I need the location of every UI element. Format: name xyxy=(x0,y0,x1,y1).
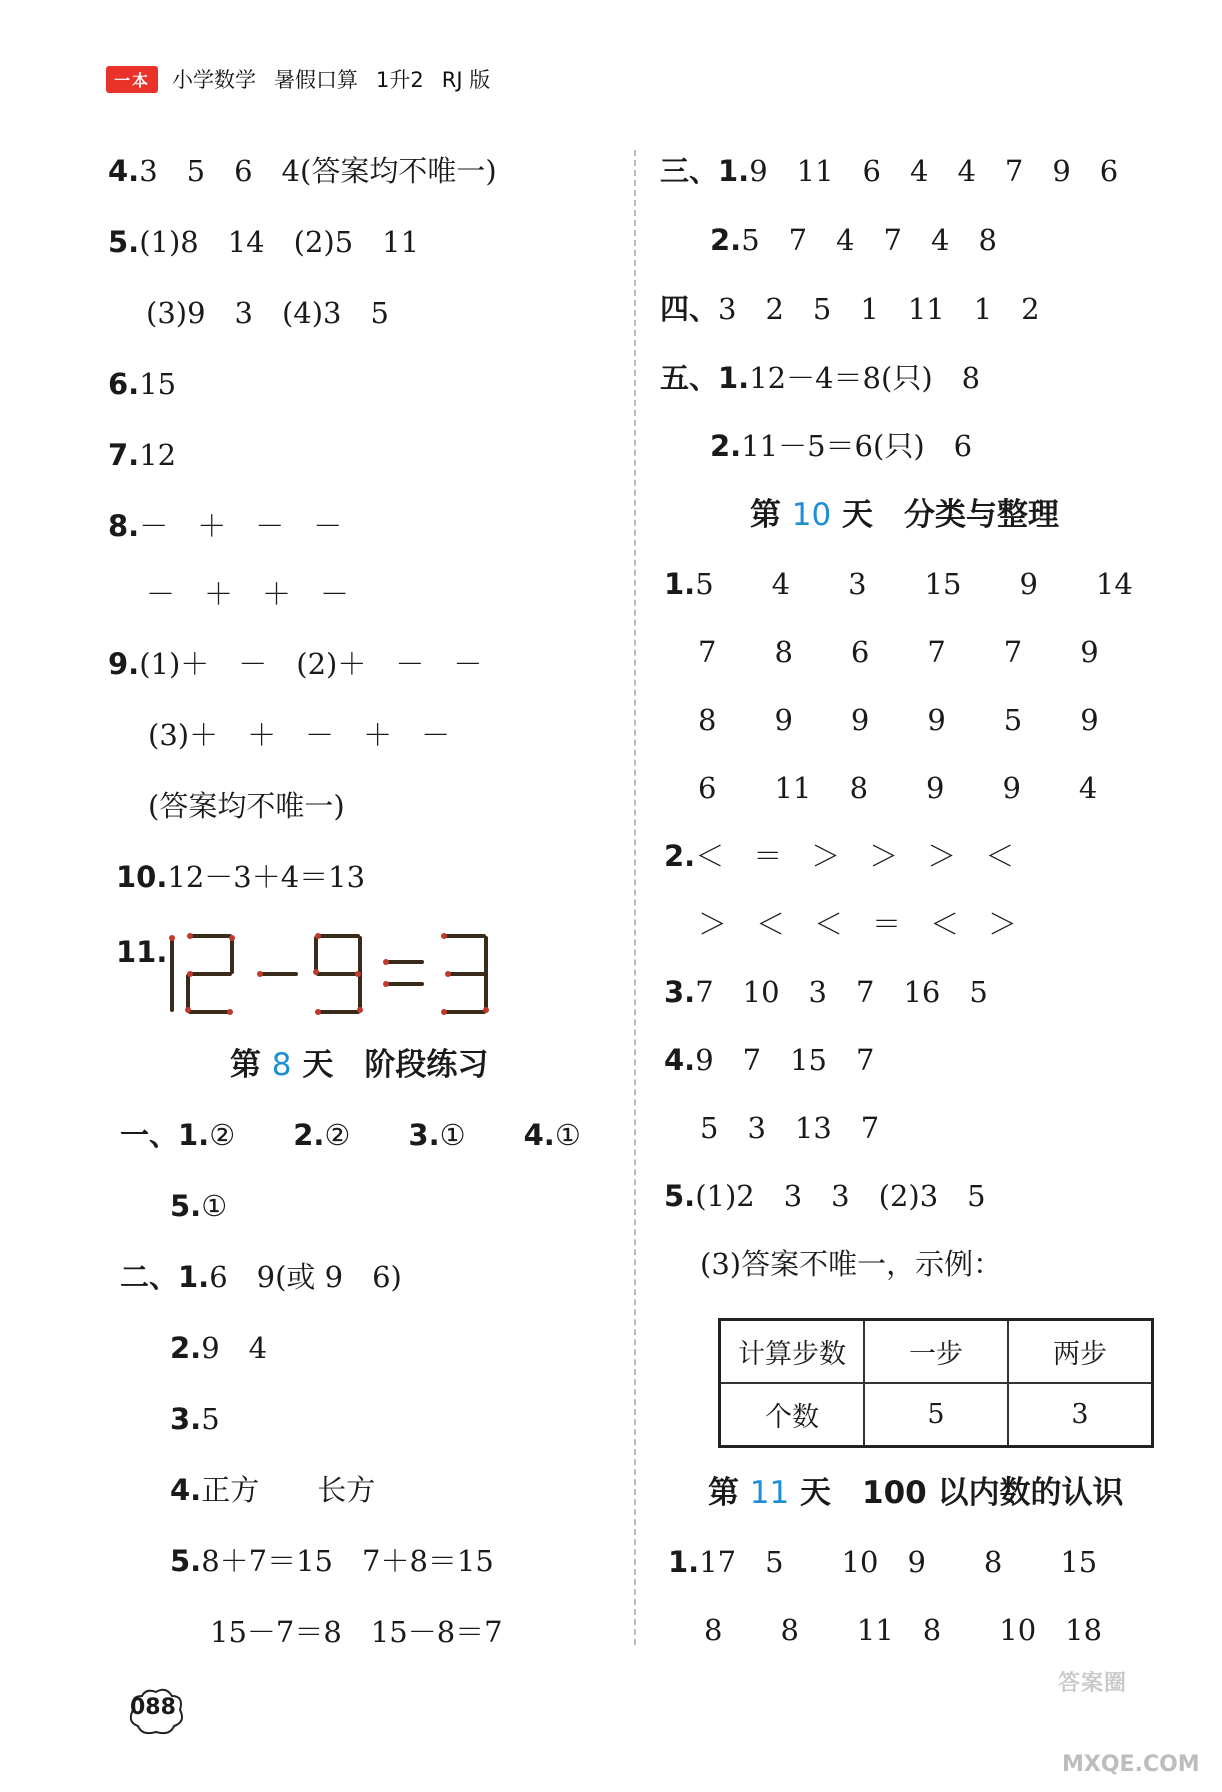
grade-label: 1升2 xyxy=(376,68,424,92)
answer-line: 2.9 4 xyxy=(170,1331,268,1365)
book-title: 暑假口算 xyxy=(274,68,359,92)
subject-label: 小学数学 xyxy=(172,68,257,92)
answer-line: 7 8 6 7 7 9 xyxy=(698,635,1099,669)
answer-line: 4.9 7 15 7 xyxy=(664,1043,875,1077)
answer-line: 8 9 9 9 5 9 xyxy=(698,703,1099,737)
answer-line: (3)9 3 (4)3 5 xyxy=(146,296,389,330)
page-number: 088 xyxy=(130,1695,176,1720)
answer-line: 五、1.12－4＝8(只) 8 xyxy=(660,361,981,395)
answer-line: 8 8 11 8 10 18 xyxy=(704,1613,1103,1647)
answer-line: 10.12－3＋4＝13 xyxy=(116,860,366,894)
answer-line: 3.7 10 3 7 16 5 xyxy=(664,975,988,1009)
answer-line: 2.5 7 4 7 4 8 xyxy=(710,223,997,257)
watermark-logo: 答案圈 xyxy=(1058,1671,1128,1696)
answer-line: ＞ ＜ ＜ ＝ ＜ ＞ xyxy=(698,907,1018,941)
answer-line: 11. xyxy=(116,935,168,969)
table-row xyxy=(720,1383,1153,1447)
answer-line: 6.15 xyxy=(108,367,177,401)
answer-line: 5.(1)8 14 (2)5 11 xyxy=(108,225,420,259)
edition-label: RJ 版 xyxy=(441,68,491,92)
answer-line: 8.－ ＋ － － xyxy=(108,509,343,543)
answer-line: 4.正方 长方 xyxy=(170,1473,376,1507)
answer-line: (3)答案不唯一，示例： xyxy=(700,1247,1003,1281)
watermark-url: MXQE.COM xyxy=(1062,1752,1200,1777)
table-cell: 5 xyxy=(864,1383,1008,1447)
table-header-cell: 两步 xyxy=(1008,1320,1153,1384)
answer-line: 2.11－5＝6(只) 6 xyxy=(710,429,973,463)
page-header xyxy=(106,62,508,96)
answer-line: 一、1.② 2.② 3.① 4.① xyxy=(120,1118,581,1152)
brand-logo: 一本 xyxy=(106,66,158,93)
answer-line: 二、1.6 9(或 9 6) xyxy=(120,1260,402,1294)
column-divider xyxy=(634,150,636,1645)
answer-line: 5.(1)2 3 3 (2)3 5 xyxy=(664,1179,986,1213)
matchstick-equation xyxy=(168,930,508,1020)
section-title-day11: 第 11 天 100 以内数的认识 xyxy=(708,1475,1124,1511)
table-cell: 3 xyxy=(1008,1383,1153,1447)
table-row xyxy=(720,1320,1153,1384)
answer-line: 15－7＝8 15－8＝7 xyxy=(210,1615,503,1649)
answer-line: 9.(1)＋ － (2)＋ － － xyxy=(108,647,483,681)
answer-line: 四、3 2 5 1 11 1 2 xyxy=(660,292,1040,326)
answer-line: 3.5 xyxy=(170,1402,220,1436)
answer-line: 6 11 8 9 9 4 xyxy=(698,771,1098,805)
answer-line: 5 3 13 7 xyxy=(700,1111,880,1145)
answer-line: 5.8＋7＝15 7＋8＝15 xyxy=(170,1544,494,1578)
table-header-cell: 一步 xyxy=(864,1320,1008,1384)
answer-line: 7.12 xyxy=(108,438,177,472)
answer-line: (答案均不唯一) xyxy=(148,789,345,823)
table-cell: 个数 xyxy=(720,1383,865,1447)
section-title-day10: 第 10 天 分类与整理 xyxy=(750,497,1060,533)
answer-line: 三、1.9 11 6 4 4 7 9 6 xyxy=(660,154,1119,188)
table-header-cell: 计算步数 xyxy=(720,1320,865,1384)
answer-line: 4.3 5 6 4(答案均不唯一) xyxy=(108,154,497,188)
answer-line: 1.17 5 10 9 8 15 xyxy=(668,1545,1098,1579)
answer-line: 1.5 4 3 15 9 14 xyxy=(664,567,1133,601)
answer-line: 5.① xyxy=(170,1189,228,1223)
section-title-day8: 第 8 天 阶段练习 xyxy=(230,1047,489,1083)
answer-line: － ＋ ＋ － xyxy=(146,577,350,611)
answer-line: 2.＜ ＝ ＞ ＞ ＞ ＜ xyxy=(664,839,1015,873)
answer-line: (3)＋ ＋ － ＋ － xyxy=(148,718,451,752)
step-count-table xyxy=(718,1318,1154,1448)
